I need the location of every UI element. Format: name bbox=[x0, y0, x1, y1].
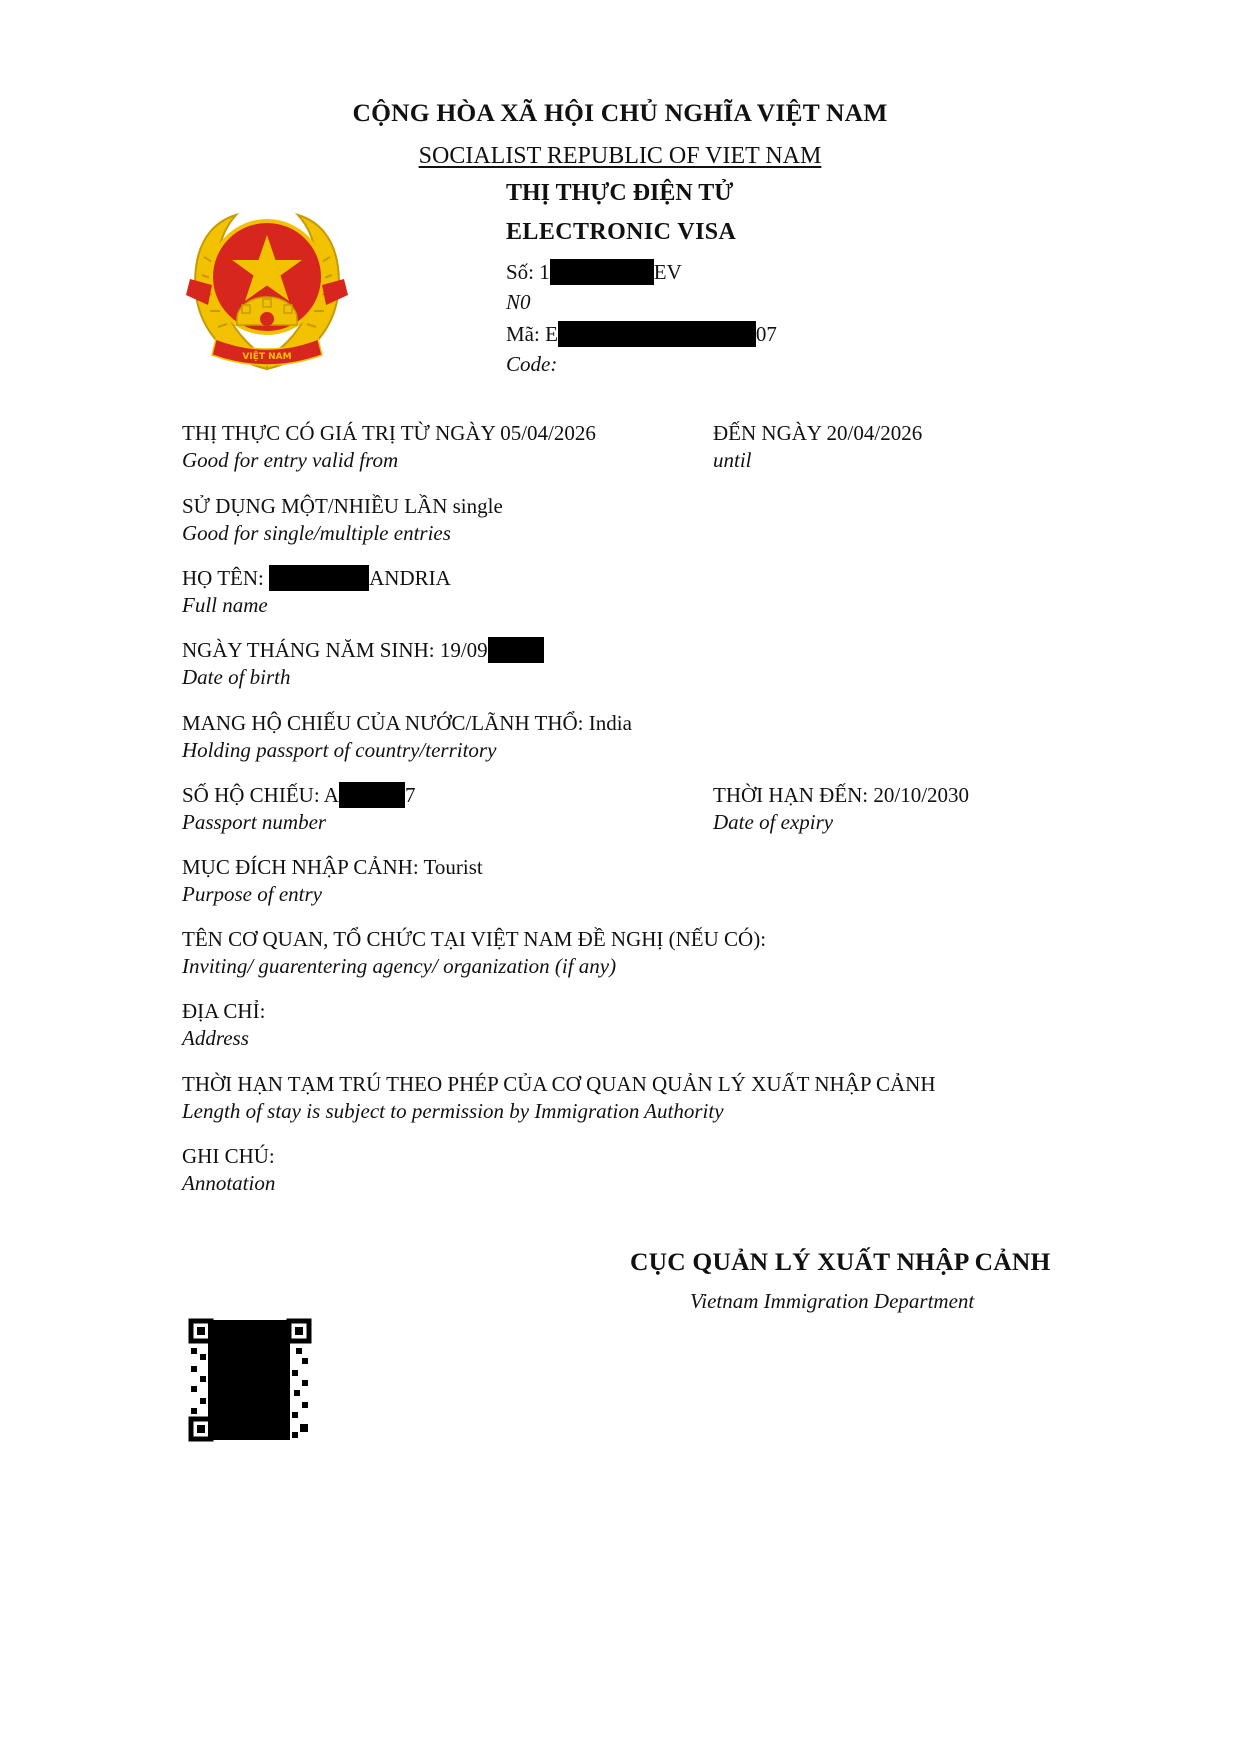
field-expiry-en: Date of expiry bbox=[713, 810, 834, 834]
field-annotation bbox=[182, 1143, 275, 1197]
field-passport-suffix: 7 bbox=[404, 783, 416, 807]
nation-title: CỘNG HÒA XÃ HỘI CHỦ NGHĨA VIỆT NAM bbox=[352, 98, 888, 127]
svg-text:VIỆT NAM: VIỆT NAM bbox=[242, 352, 292, 362]
field-entries-en: Good for single/multiple entries bbox=[182, 521, 451, 545]
redaction-bar bbox=[550, 259, 654, 285]
document-title: THỊ THỰC ĐIỆN TỬ bbox=[506, 180, 734, 206]
field-purpose bbox=[182, 854, 483, 908]
field-valid-until-en: until bbox=[713, 448, 752, 472]
field-purpose-vn: MỤC ĐÍCH NHẬP CẢNH: Tourist bbox=[182, 855, 483, 879]
field-nationality bbox=[182, 710, 632, 764]
field-address-en: Address bbox=[182, 1026, 249, 1050]
field-full-name-en: Full name bbox=[182, 593, 268, 617]
issuing-authority: CỤC QUẢN LÝ XUẤT NHẬP CẢNH bbox=[630, 1247, 1051, 1276]
field-length-of-stay-vn: THỜI HẠN TẠM TRÚ THEO PHÉP CỦA CƠ QUAN QUẢN LÝ XUẤT NHẬP CẢNH bbox=[182, 1072, 936, 1096]
redaction-bar bbox=[269, 565, 369, 591]
field-expiry bbox=[713, 782, 969, 836]
visa-code-suffix: 07 bbox=[755, 322, 777, 346]
field-agency-vn: TÊN CƠ QUAN, TỔ CHỨC TẠI VIỆT NAM ĐỀ NGHỊ (NẾU CÓ): bbox=[182, 927, 767, 951]
visa-code-prefix: E bbox=[545, 322, 558, 346]
field-nationality-vn: MANG HỘ CHIẾU CỦA NƯỚC/LÃNH THỔ: India bbox=[182, 711, 632, 735]
field-passport-label: SỐ HỘ CHIẾU: A bbox=[182, 783, 339, 807]
field-full-name bbox=[182, 565, 451, 619]
redaction-bar bbox=[488, 637, 544, 663]
visa-code bbox=[506, 321, 777, 347]
nation-title-en-text: SOCIALIST REPUBLIC OF VIET NAM bbox=[418, 143, 822, 169]
document-title-en: ELECTRONIC VISA bbox=[506, 219, 737, 245]
visa-number-prefix: 1 bbox=[539, 260, 550, 284]
field-valid-from-vn: THỊ THỰC CÓ GIÁ TRỊ TỪ NGÀY 05/04/2026 bbox=[182, 421, 596, 445]
field-purpose-en: Purpose of entry bbox=[182, 882, 322, 906]
field-valid-from bbox=[182, 420, 596, 474]
field-valid-from-en: Good for entry valid from bbox=[182, 448, 399, 472]
visa-number-suffix: EV bbox=[653, 260, 682, 284]
national-emblem-icon bbox=[186, 207, 348, 377]
field-annotation-en: Annotation bbox=[182, 1171, 276, 1195]
field-nationality-en: Holding passport of country/territory bbox=[182, 738, 497, 762]
issuing-authority-en: Vietnam Immigration Department bbox=[690, 1289, 975, 1313]
field-dob-label: NGÀY THÁNG NĂM SINH: 19/09 bbox=[182, 638, 488, 662]
field-length-of-stay bbox=[182, 1071, 936, 1125]
field-full-name-vn bbox=[182, 565, 451, 592]
visa-number-label-en: N0 bbox=[506, 290, 531, 314]
field-passport-en: Passport number bbox=[182, 810, 327, 834]
field-expiry-vn: THỜI HẠN ĐẾN: 20/10/2030 bbox=[713, 783, 970, 807]
field-address bbox=[182, 998, 265, 1052]
field-address-vn: ĐỊA CHỈ: bbox=[182, 999, 266, 1023]
field-passport-vn bbox=[182, 782, 415, 809]
field-valid-until bbox=[713, 420, 922, 474]
field-entries bbox=[182, 493, 503, 547]
field-agency bbox=[182, 926, 766, 980]
visa-number bbox=[506, 259, 682, 285]
redaction-bar bbox=[558, 321, 756, 347]
field-full-name-label: HỌ TÊN: bbox=[182, 566, 264, 590]
field-passport bbox=[182, 782, 415, 836]
visa-code-label: Mã: bbox=[506, 322, 540, 346]
redaction-bar bbox=[339, 782, 405, 808]
qr-code-icon bbox=[188, 1318, 312, 1442]
field-dob-vn bbox=[182, 637, 544, 664]
field-entries-vn: SỬ DỤNG MỘT/NHIỀU LẦN single bbox=[182, 494, 503, 518]
field-dob-en: Date of birth bbox=[182, 665, 291, 689]
field-valid-until-vn: ĐẾN NGÀY 20/04/2026 bbox=[713, 421, 923, 445]
field-dob bbox=[182, 637, 544, 691]
field-length-of-stay-en: Length of stay is subject to permission by Immigration Authority bbox=[182, 1099, 724, 1123]
visa-code-label-en: Code: bbox=[506, 352, 558, 376]
field-annotation-vn: GHI CHÚ: bbox=[182, 1144, 275, 1168]
visa-number-label: Số: bbox=[506, 260, 535, 284]
nation-title-en bbox=[0, 143, 1240, 170]
field-agency-en: Inviting/ guarentering agency/ organization (if any) bbox=[182, 954, 617, 978]
field-full-name-suffix: ANDRIA bbox=[369, 566, 451, 590]
